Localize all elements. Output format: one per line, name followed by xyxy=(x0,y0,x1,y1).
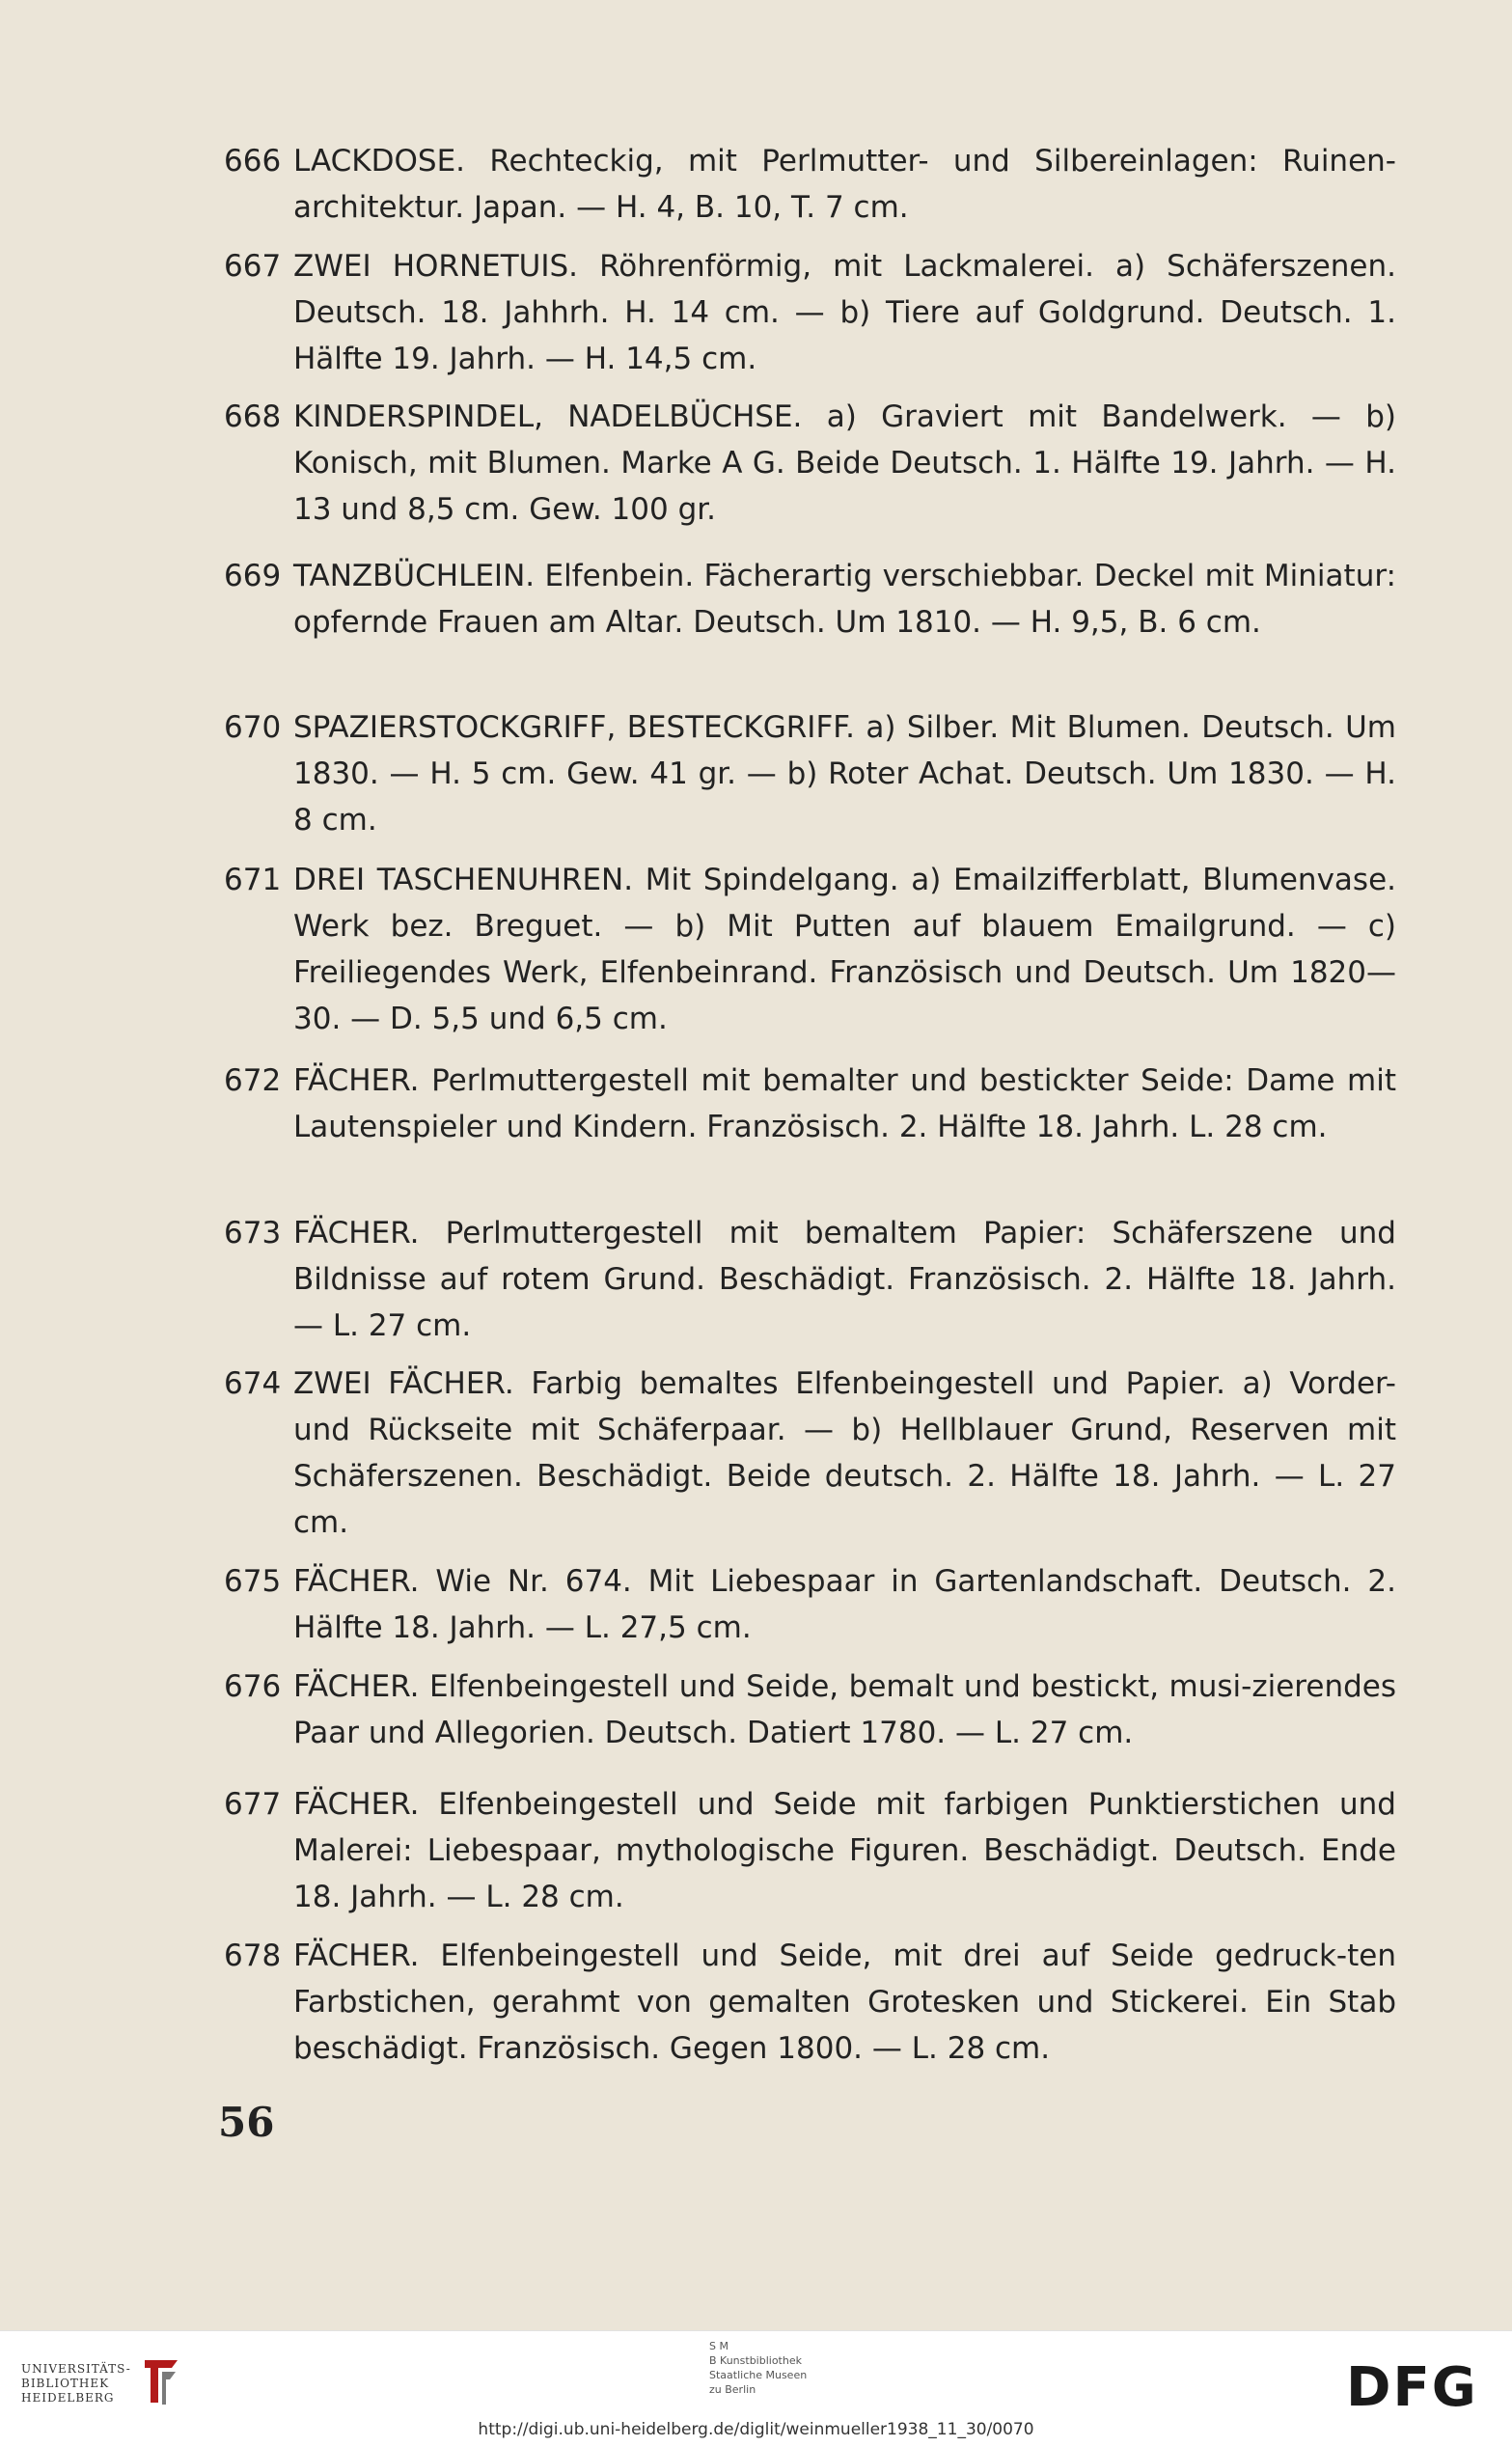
smb-logo-line: B Kunstbibliothek xyxy=(709,2354,802,2367)
entry-number: 675 xyxy=(224,1564,282,1599)
entry-number: 673 xyxy=(224,1216,282,1251)
catalog-entry-670 xyxy=(224,704,1396,843)
entry-number: 671 xyxy=(224,863,282,897)
catalog-entry-678 xyxy=(224,1933,1396,2072)
smb-logo-line: Staatliche Museen xyxy=(709,2369,808,2381)
entry-text: FÄCHER. Elfenbeingestell und Seide, mit drei auf Seide gedruck-ten Farbstichen, gerahmt von gemalten Grotesken und Stickerei. Ein Stab beschädigt. Französisch. Gegen 1800. — L. 28 cm. xyxy=(293,1938,1396,2066)
catalog-entry-672 xyxy=(224,1058,1396,1150)
entry-text: FÄCHER. Elfenbeingestell und Seide, bemalt und bestickt, musi-zierendes Paar und Allegorien. Deutsch. Datiert 1780. — L. 27 cm. xyxy=(293,1669,1396,1750)
permalink-url[interactable]: http://digi.ub.uni-heidelberg.de/diglit/weinmueller1938_11_30/0070 xyxy=(478,2420,1034,2439)
entry-number: 667 xyxy=(224,249,282,284)
entry-text: LACKDOSE. Rechteckig, mit Perlmutter- und Silbereinlagen: Ruinen-architektur. Japan. — H. 4, B. 10, T. 7 cm. xyxy=(293,144,1396,225)
university-logo-line: UNIVERSITÄTS- xyxy=(21,2362,131,2376)
entry-text: FÄCHER. Wie Nr. 674. Mit Liebespaar in Gartenlandschaft. Deutsch. 2. Hälfte 18. Jahrh. — L. 27,5 cm. xyxy=(293,1564,1396,1645)
university-emblem-icon xyxy=(137,2352,185,2410)
entry-text: SPAZIERSTOCKGRIFF, BESTECKGRIFF. a) Silber. Mit Blumen. Deutsch. Um 1830. — H. 5 cm. Gew. 41 gr. — b) Roter Achat. Deutsch. Um 1830. — H. 8 cm. xyxy=(293,710,1396,838)
catalog-entry-675 xyxy=(224,1558,1396,1651)
entry-text: DREI TASCHENUHREN. Mit Spindelgang. a) Emailzifferblatt, Blumenvase. Werk bez. Breguet. — b) Mit Putten auf blauem Emailgrund. — c) Freiliegendes Werk, Elfenbeinrand. Französisch und Deutsch. Um 1820—30. — D. 5,5 und 6,5 cm. xyxy=(293,863,1396,1036)
entry-text: FÄCHER. Perlmuttergestell mit bemalter und bestickter Seide: Dame mit Lautenspieler und Kindern. Französisch. 2. Hälfte 18. Jahrh. L. 28 cm. xyxy=(293,1063,1396,1144)
entry-number: 674 xyxy=(224,1366,282,1401)
smb-logo-line: S M xyxy=(709,2340,729,2352)
entry-text: FÄCHER. Perlmuttergestell mit bemaltem Papier: Schäferszene und Bildnisse auf rotem Grund. Beschädigt. Französisch. 2. Hälfte 18. Jahrh. — L. 27 cm. xyxy=(293,1216,1396,1343)
entry-text: KINDERSPINDEL, NADELBÜCHSE. a) Graviert mit Bandelwerk. — b) Konisch, mit Blumen. Marke A G. Beide Deutsch. 1. Hälfte 19. Jahrh. — H. 13 und 8,5 cm. Gew. 100 gr. xyxy=(293,399,1396,527)
smb-logo-line: zu Berlin xyxy=(709,2383,756,2396)
university-library-logo[interactable] xyxy=(21,2362,131,2406)
entry-number: 666 xyxy=(224,144,282,179)
catalog-entry-667 xyxy=(224,243,1396,382)
catalog-entry-676 xyxy=(224,1663,1396,1756)
smb-kunstbibliothek-logo[interactable] xyxy=(709,2339,807,2397)
entry-number: 670 xyxy=(224,710,282,745)
dfg-logo[interactable]: DFG xyxy=(1346,2356,1478,2419)
viewer-footer xyxy=(0,2330,1512,2447)
catalog-entry-677 xyxy=(224,1781,1396,1920)
university-logo-line: BIBLIOTHEK xyxy=(21,2377,110,2390)
entry-number: 677 xyxy=(224,1787,282,1822)
university-logo-line: HEIDELBERG xyxy=(21,2391,115,2405)
entry-number: 672 xyxy=(224,1063,282,1098)
entry-number: 669 xyxy=(224,559,282,593)
entry-text: ZWEI FÄCHER. Farbig bemaltes Elfenbeingestell und Papier. a) Vorder- und Rückseite mit Schäferpaar. — b) Hellblauer Grund, Reserven mit Schäferszenen. Beschädigt. Beide deutsch. 2. Hälfte 18. Jahrh. — L. 27 cm. xyxy=(293,1366,1396,1540)
entry-text: TANZBÜCHLEIN. Elfenbein. Fächerartig verschiebbar. Deckel mit Miniatur: opfernde Frauen am Altar. Deutsch. Um 1810. — H. 9,5, B. 6 cm. xyxy=(293,559,1396,640)
catalog-entry-674 xyxy=(224,1361,1396,1546)
catalog-entry-671 xyxy=(224,857,1396,1042)
entry-number: 676 xyxy=(224,1669,282,1704)
page-number: 56 xyxy=(218,2099,275,2146)
catalog-entry-673 xyxy=(224,1210,1396,1349)
catalog-entry-669 xyxy=(224,553,1396,646)
entry-text: FÄCHER. Elfenbeingestell und Seide mit farbigen Punktierstichen und Malerei: Liebespaar, mythologische Figuren. Beschädigt. Deutsch. Ende 18. Jahrh. — L. 28 cm. xyxy=(293,1787,1396,1914)
catalog-entry-666 xyxy=(224,138,1396,231)
catalog-entry-668 xyxy=(224,394,1396,533)
entry-text: ZWEI HORNETUIS. Röhrenförmig, mit Lackmalerei. a) Schäferszenen. Deutsch. 18. Jahhrh. H. 14 cm. — b) Tiere auf Goldgrund. Deutsch. 1. Hälfte 19. Jahrh. — H. 14,5 cm. xyxy=(293,249,1396,376)
entry-number: 668 xyxy=(224,399,282,434)
entry-number: 678 xyxy=(224,1938,282,1973)
